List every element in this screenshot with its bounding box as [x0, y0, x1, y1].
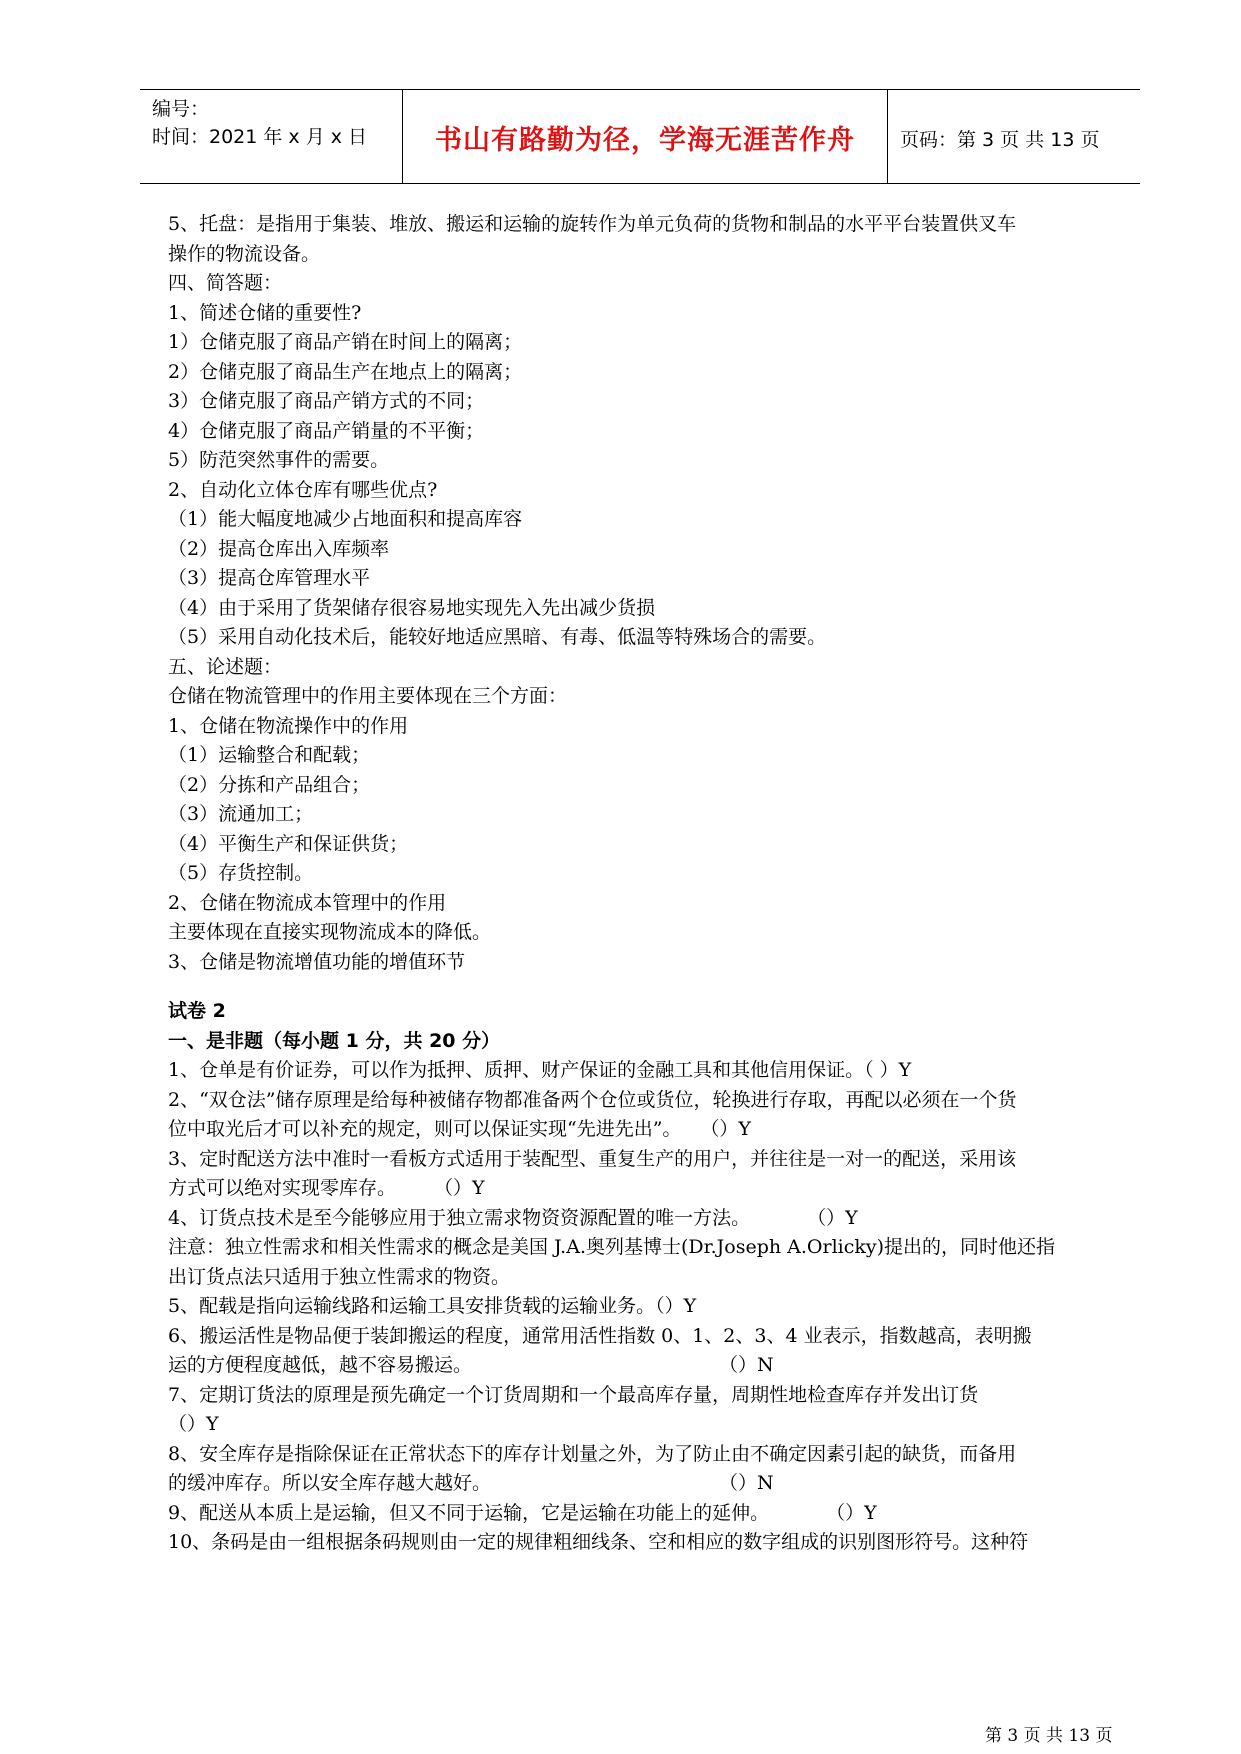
question-line: 3、定时配送方法中准时一看板方式适用于装配型、重复生产的用户，并往往是一对一的配送，采用该: [168, 1147, 1017, 1170]
header-page-number: 页码：第 3 页 共 13 页: [900, 129, 1100, 151]
question-line: 2、自动化立体仓库有哪些优点?: [168, 478, 438, 501]
question-line: 10、条码是由一组根据条码规则由一定的规律粗细线条、空和相应的数字组成的识别图形符号。这种符: [168, 1531, 1029, 1553]
answer-line: （2）提高仓库出入库频率: [168, 537, 390, 560]
question-line: 运的方便程度越低，越不容易搬运。 （）N: [168, 1354, 774, 1376]
question-line: 9、配送从本质上是运输，但又不同于运输，它是运输在功能上的延伸。 （）Y: [168, 1501, 877, 1524]
question-line: 4、订货点技术是至今能够应用于独立需求物资资源配置的唯一方法。 （）Y: [168, 1206, 858, 1229]
answer-line: 主要体现在直接实现物流成本的降低。: [168, 921, 492, 943]
paragraph-gap: [168, 977, 1143, 997]
answer-line: 2、仓储在物流成本管理中的作用: [168, 891, 447, 914]
section-heading: 一、是非题（每小题 1 分，共 20 分）: [168, 1029, 501, 1052]
answer-line: 2）仓储克服了商品生产在地点上的隔离；: [168, 360, 523, 383]
answer-line: （3）流通加工；: [168, 803, 314, 825]
question-line: （）Y: [168, 1413, 219, 1435]
text-line: 操作的物流设备。: [168, 242, 321, 265]
question-line: 5、配载是指向运输线路和运输工具安排货载的运输业务。（）Y: [168, 1295, 697, 1317]
section-heading: 五、论述题：: [168, 655, 283, 678]
question-line: 7、定期订货法的原理是预先确定一个订货周期和一个最高库存量，周期性地检查库存并发出订货: [168, 1383, 979, 1406]
answer-line: （5）采用自动化技术后，能较好地适应黑暗、有毒、低温等特殊场合的需要。: [168, 626, 827, 648]
page-header: [140, 89, 1140, 184]
question-line: 2、“双仓法”储存原理是给每种被储存物都准备两个仓位或货位，轮换进行存取，再配以必须在一个货: [168, 1088, 1017, 1111]
question-line: 6、搬运活性是物品便于装卸搬运的程度，通常用活性指数 0、1、2、3、4 业表示，指数越高，表明搬: [168, 1324, 1032, 1347]
answer-line: （5）存货控制。: [168, 862, 314, 884]
question-line: 1、仓单是有价证券，可以作为抵押、质押、财产保证的金融工具和其他信用保证。（ ）Y: [168, 1059, 912, 1081]
answer-line: 1）仓储克服了商品产销在时间上的隔离；: [168, 331, 523, 353]
text-line: 仓储在物流管理中的作用主要体现在三个方面：: [168, 685, 568, 707]
document-body: [168, 210, 1143, 1558]
paper-title: 试卷 2: [168, 1000, 226, 1022]
answer-line: （4）由于采用了货架储存很容易地实现先入先出减少货损: [168, 596, 656, 619]
header-page-cell: [888, 90, 1140, 183]
question-line: 位中取光后才可以补充的规定，则可以保证实现“先进先出”。 （）Y: [168, 1118, 751, 1140]
text-line: 5、托盘：是指用于集装、堆放、搬运和运输的旋转作为单元负荷的货物和制品的水平平台装置供叉车: [168, 213, 1017, 235]
answer-line: 5）防范突然事件的需要。: [168, 449, 390, 471]
section-heading: 四、简答题：: [168, 272, 283, 294]
question-line: 8、安全库存是指除保证在正常状态下的库存计划量之外，为了防止由不确定因素引起的缺货，而备用: [168, 1442, 1017, 1465]
note-line: 出订货点法只适用于独立性需求的物资。: [168, 1265, 511, 1288]
note-line: 注意：独立性需求和相关性需求的概念是美国 J.A.奥列基博士(Dr.Joseph A.Orlicky)提出的，同时他还指: [168, 1236, 1056, 1258]
answer-line: 3、仓储是物流增值功能的增值环节: [168, 950, 466, 973]
header-meta-cell: [140, 90, 402, 183]
answer-line: （2）分拣和产品组合；: [168, 773, 371, 796]
page-footer: 第 3 页 共 13 页: [985, 1726, 1113, 1746]
question-line: 的缓冲库存。所以安全库存越大越好。 （）N: [168, 1472, 774, 1494]
document-time-label: 时间：2021 年 x 月 x 日: [152, 126, 368, 148]
question-line: 1、简述仓储的重要性?: [168, 301, 362, 324]
answer-line: （4）平衡生产和保证供货；: [168, 832, 409, 855]
question-line: 方式可以绝对实现零库存。 （）Y: [168, 1177, 485, 1199]
document-number-label: 编号：: [152, 98, 210, 120]
answer-line: 3）仓储克服了商品产销方式的不同；: [168, 390, 485, 412]
answer-line: 4）仓储克服了商品产销量的不平衡；: [168, 419, 485, 442]
answer-line: （3）提高仓库管理水平: [168, 567, 371, 589]
header-motto: 书山有路勤为径，学海无涯苦作舟: [435, 125, 855, 156]
header-motto-cell: [402, 90, 888, 183]
answer-line: 1、仓储在物流操作中的作用: [168, 714, 409, 737]
answer-line: （1）能大幅度地减少占地面积和提高库容: [168, 508, 523, 530]
answer-line: （1）运输整合和配载；: [168, 744, 371, 766]
